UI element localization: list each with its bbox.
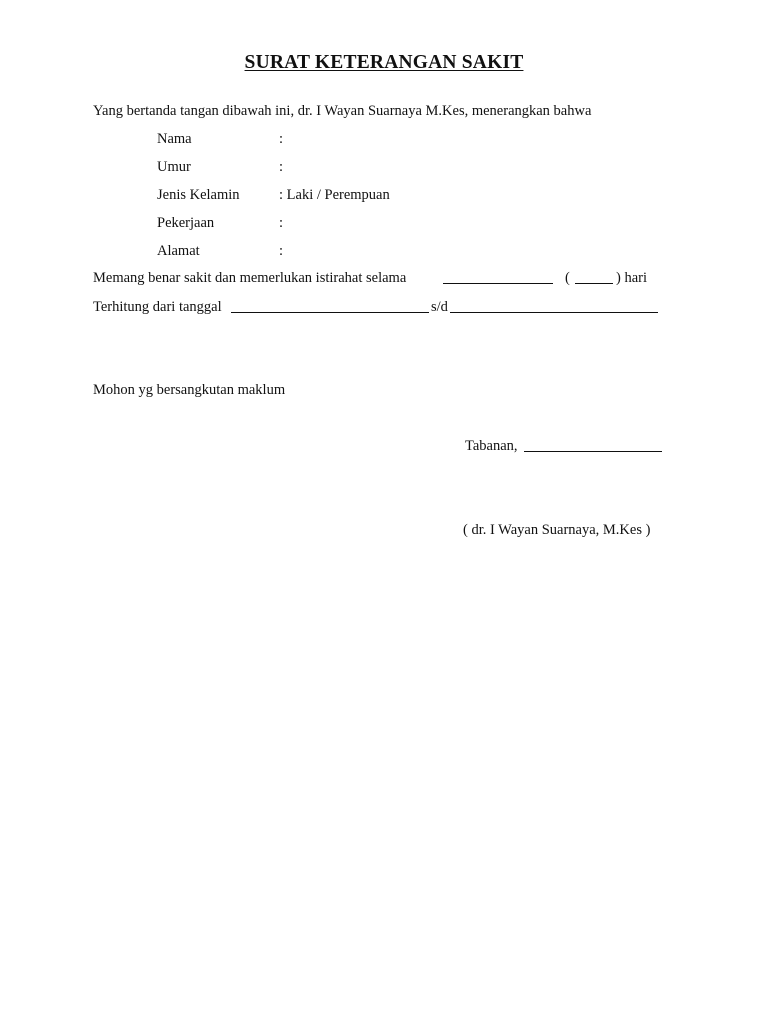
rest-statement-text: Memang benar sakit dan memerlukan istirahat selama — [93, 270, 407, 286]
field-label-umur: Umur — [157, 159, 191, 175]
rest-days-blank — [575, 269, 613, 284]
place-date-blank — [524, 437, 662, 452]
rest-open-paren: ( — [565, 270, 570, 286]
field-value-umur: : — [279, 159, 284, 175]
signature-name: ( dr. I Wayan Suarnaya, M.Kes ) — [463, 522, 651, 538]
field-value-jenis-kelamin: : Laki / Perempuan — [279, 187, 390, 203]
date-range-separator: s/d — [431, 299, 448, 315]
place-label: Tabanan, — [465, 438, 518, 454]
closing-text: Mohon yg bersangkutan maklum — [93, 382, 286, 398]
date-to-blank — [450, 298, 658, 313]
rest-days-suffix: ) hari — [616, 270, 647, 286]
document-title: SURAT KETERANGAN SAKIT — [244, 52, 524, 73]
field-label-jenis-kelamin: Jenis Kelamin — [157, 187, 240, 203]
field-value-nama: : — [279, 131, 284, 147]
rest-duration-blank — [443, 269, 553, 284]
date-from-blank — [231, 298, 429, 313]
field-label-alamat: Alamat — [157, 243, 200, 259]
field-label-nama: Nama — [157, 131, 192, 147]
field-value-pekerjaan: : — [279, 215, 284, 231]
field-label-pekerjaan: Pekerjaan — [157, 215, 215, 231]
intro-text: Yang bertanda tangan dibawah ini, dr. I Wayan Suarnaya M.Kes, menerangkan bahwa — [93, 103, 592, 119]
field-value-alamat: : — [279, 243, 284, 259]
date-range-text: Terhitung dari tanggal — [93, 299, 222, 315]
